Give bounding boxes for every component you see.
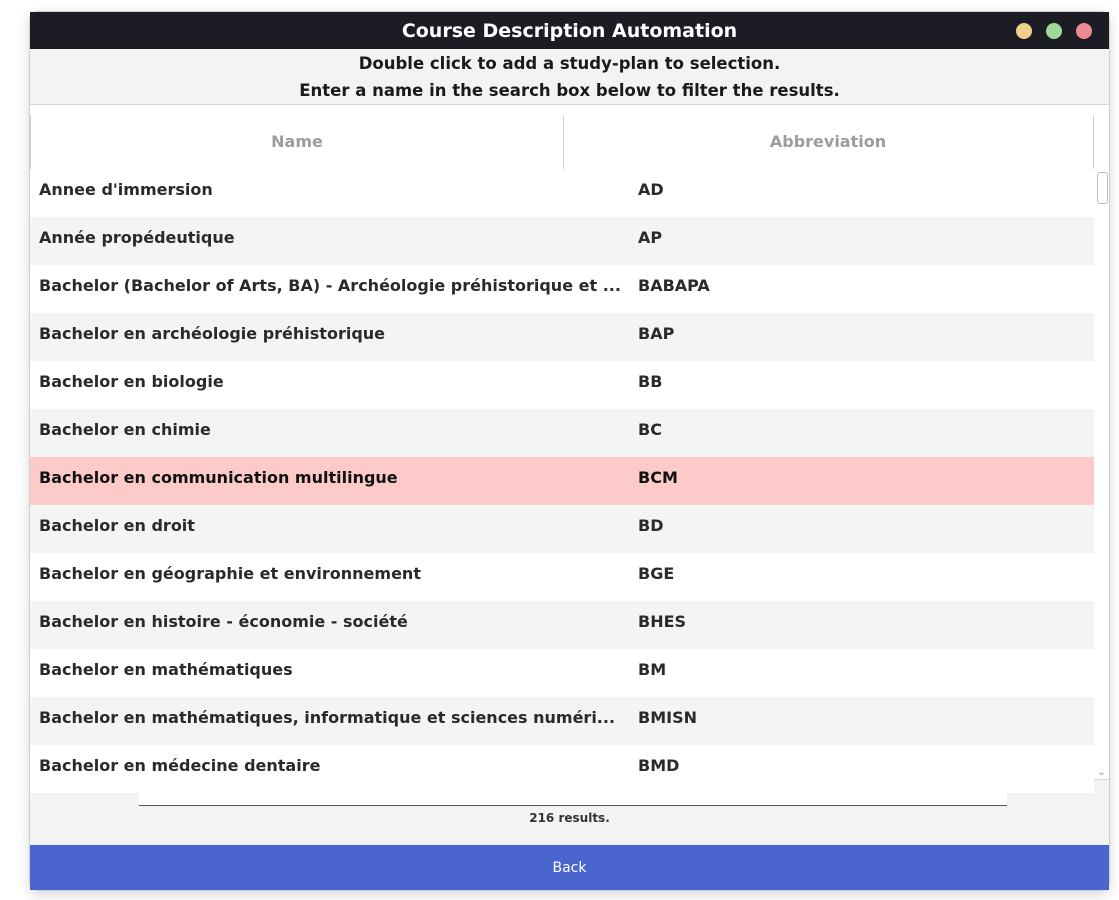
row-name-cell: Bachelor en biologie xyxy=(39,372,224,391)
row-name-cell: Bachelor (Bachelor of Arts, BA) - Archéologie préhistorique et ... xyxy=(39,276,621,295)
row-abbreviation-cell: BD xyxy=(638,516,664,535)
search-input[interactable] xyxy=(139,782,1007,806)
row-abbreviation-cell: BMISN xyxy=(638,708,697,727)
back-button[interactable]: Back xyxy=(30,845,1109,890)
vertical-scrollbar[interactable] xyxy=(1094,169,1109,779)
table-header xyxy=(30,115,1094,170)
instruction-line-1: Double click to add a study-plan to selection. xyxy=(358,54,781,73)
results-count: 216 results. xyxy=(529,811,610,825)
table-row[interactable] xyxy=(30,313,1094,361)
table-row[interactable] xyxy=(30,457,1094,505)
row-name-cell: Bachelor en chimie xyxy=(39,420,211,439)
minimize-button[interactable] xyxy=(1016,23,1032,39)
table-row[interactable] xyxy=(30,697,1094,745)
study-plan-table xyxy=(30,104,1109,780)
row-abbreviation-cell: BABAPA xyxy=(638,276,710,295)
table-row[interactable] xyxy=(30,553,1094,601)
table-row[interactable] xyxy=(30,601,1094,649)
row-name-cell: Bachelor en archéologie préhistorique xyxy=(39,324,386,343)
column-header-abbreviation[interactable]: Abbreviation xyxy=(563,115,1094,169)
row-name-cell: Bachelor en mathématiques, informatique et sciences numéri... xyxy=(39,708,616,727)
instructions xyxy=(30,49,1109,104)
row-abbreviation-cell: BB xyxy=(638,372,663,391)
row-name-cell: Bachelor en médecine dentaire xyxy=(39,756,321,775)
row-name-cell: Bachelor en droit xyxy=(39,516,195,535)
column-header-name[interactable]: Name xyxy=(30,115,564,169)
row-abbreviation-cell: BAP xyxy=(638,324,675,343)
instruction-line-2: Enter a name in the search box below to filter the results. xyxy=(299,81,840,100)
row-name-cell: Bachelor en géographie et environnement xyxy=(39,564,421,583)
row-abbreviation-cell: AP xyxy=(638,228,663,247)
row-abbreviation-cell: BMD xyxy=(638,756,680,775)
row-name-cell: Année propédeutique xyxy=(39,228,235,247)
app-window xyxy=(30,12,1109,890)
table-row[interactable] xyxy=(30,169,1094,217)
row-name-cell: Annee d'immersion xyxy=(39,180,213,199)
window-title: Course Description Automation xyxy=(401,20,738,42)
row-abbreviation-cell: BHES xyxy=(638,612,687,631)
maximize-button[interactable] xyxy=(1046,23,1062,39)
table-row[interactable] xyxy=(30,265,1094,313)
close-button[interactable] xyxy=(1076,23,1092,39)
table-row[interactable] xyxy=(30,217,1094,265)
row-abbreviation-cell: BGE xyxy=(638,564,675,583)
chevron-down-icon[interactable]: ⌄ xyxy=(1097,767,1106,778)
row-name-cell: Bachelor en histoire - économie - société xyxy=(39,612,408,631)
row-abbreviation-cell: BM xyxy=(638,660,667,679)
table-row[interactable] xyxy=(30,361,1094,409)
table-row[interactable] xyxy=(30,649,1094,697)
row-abbreviation-cell: AD xyxy=(638,180,664,199)
row-name-cell: Bachelor en mathématiques xyxy=(39,660,293,679)
table-body xyxy=(30,169,1094,779)
row-abbreviation-cell: BCM xyxy=(638,468,678,487)
table-row[interactable] xyxy=(30,409,1094,457)
table-row[interactable] xyxy=(30,505,1094,553)
title-bar xyxy=(30,12,1109,49)
row-abbreviation-cell: BC xyxy=(638,420,662,439)
scrollbar-thumb[interactable] xyxy=(1097,172,1108,204)
row-name-cell: Bachelor en communication multilingue xyxy=(39,468,398,487)
